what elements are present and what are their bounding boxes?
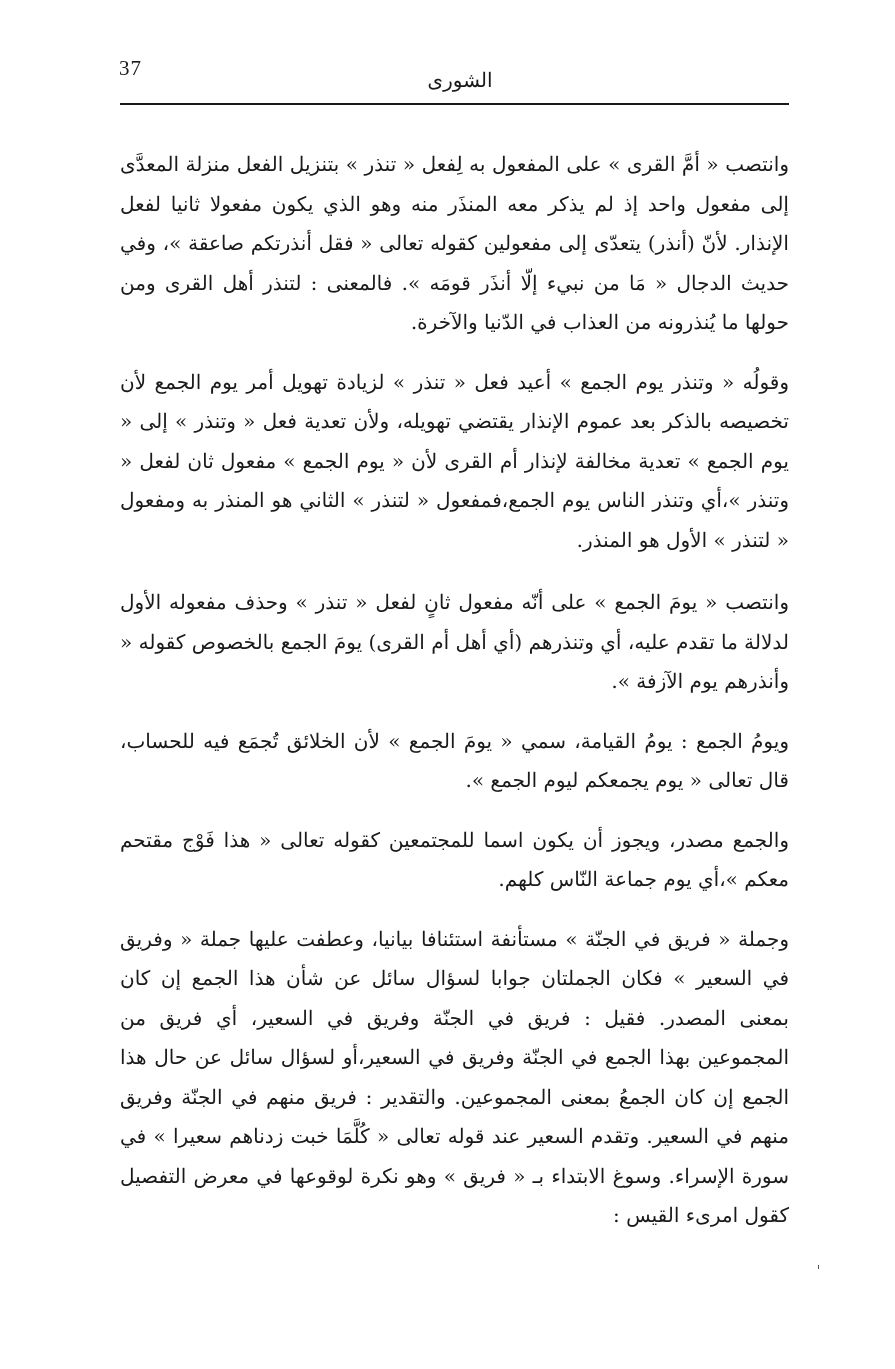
paragraph-3: وانتصب « يومَ الجمع » على أنّه مفعول ثانٍ لفعل « تنذر » وحذف مفعوله الأول لدلالة ما تقدم عليه، أي وتنذرهم (أي أهل أم القرى) يومَ الجمع بالخصوص كقوله « وأنذرهم يوم الآزفة ».	[120, 590, 789, 693]
paragraph-2: وقولُه « وتنذر يوم الجمع » أعيد فعل « تنذر » لزيادة تهويل أمر يوم الجمع لأن تخصيصه بالذكر بعد عموم الإنذار يقتضي تهويله، ولأن تعدية فعل « وتنذر » إلى « يوم الجمع » تعدية مخالفة لإنذار أم القرى لأن « يوم الجمع » مفعول ثان لفعل « وتنذر »،أي وتنذر الناس يوم الجمع،فمفعول « لتنذر » الثاني هو المنذر به ومفعول « لتنذر » الأول هو المنذر.	[120, 369, 789, 552]
running-head: الشورى	[427, 68, 493, 92]
page-number: 37	[119, 56, 142, 80]
paragraph-4: ويومُ الجمع : يومُ القيامة، سمي « يومَ الجمع » لأن الخلائق تُجمَع فيه للحساب، قال تعالى « يوم يجمعكم ليوم الجمع ».	[120, 728, 789, 792]
body-text	[120, 145, 789, 1236]
scan-speck	[818, 1265, 819, 1269]
paragraph-1: وانتصب « أمَّ القرى » على المفعول به لِفعل « تنذر » بتنزيل الفعل منزلة المعدَّى إلى مفعول واحد إذ لم يذكر معه المنذَر منه وهو الذي يكون مفعولا ثانيا لفعل الإنذار. لأنّ (أنذر) يتعدّى إلى مفعولين كقوله تعالى « فقل أنذرتكم صاعقة »، وفي حديث الدجال « مَا من نبيء إلّا أنذَر قومَه ». فالمعنى : لتنذر أهل القرى ومن حولها ما يُنذرونه من العذاب في الدّنيا والآخرة.	[120, 152, 789, 334]
header-rule	[120, 103, 789, 105]
paragraph-6: وجملة « فريق في الجنّة » مستأنفة استئنافا بيانيا، وعطفت عليها جملة « وفريق في السعير » فكان الجملتان جوابا لسؤال سائل عن شأن هذا الجمع إن كان بمعنى المصدر. فقيل : فريق في الجنّة وفريق في السعير، أي فريق من المجموعين بهذا الجمع في الجنّة وفريق في السعير،أو لسؤال سائل عن حال هذا الجمع إن كان الجمعُ بمعنى المجموعين. والتقدير : فريق منهم في الجنّة وفريق منهم في السعير. وتقدم السعير عند قوله تعالى « كُلَّمَا خبت زدناهم سعيرا » في سورة الإسراء. وسوغ الابتداء بـ « فريق » وهو نكرة لوقوعها في معرض التفصيل كقول امرىء القيس :	[120, 926, 790, 1227]
paragraph-5: والجمع مصدر، ويجوز أن يكون اسما للمجتمعين كقوله تعالى « هذا فَوْج مقتحم معكم »،أي يوم جماعة النّاس كلهم.	[120, 827, 789, 891]
